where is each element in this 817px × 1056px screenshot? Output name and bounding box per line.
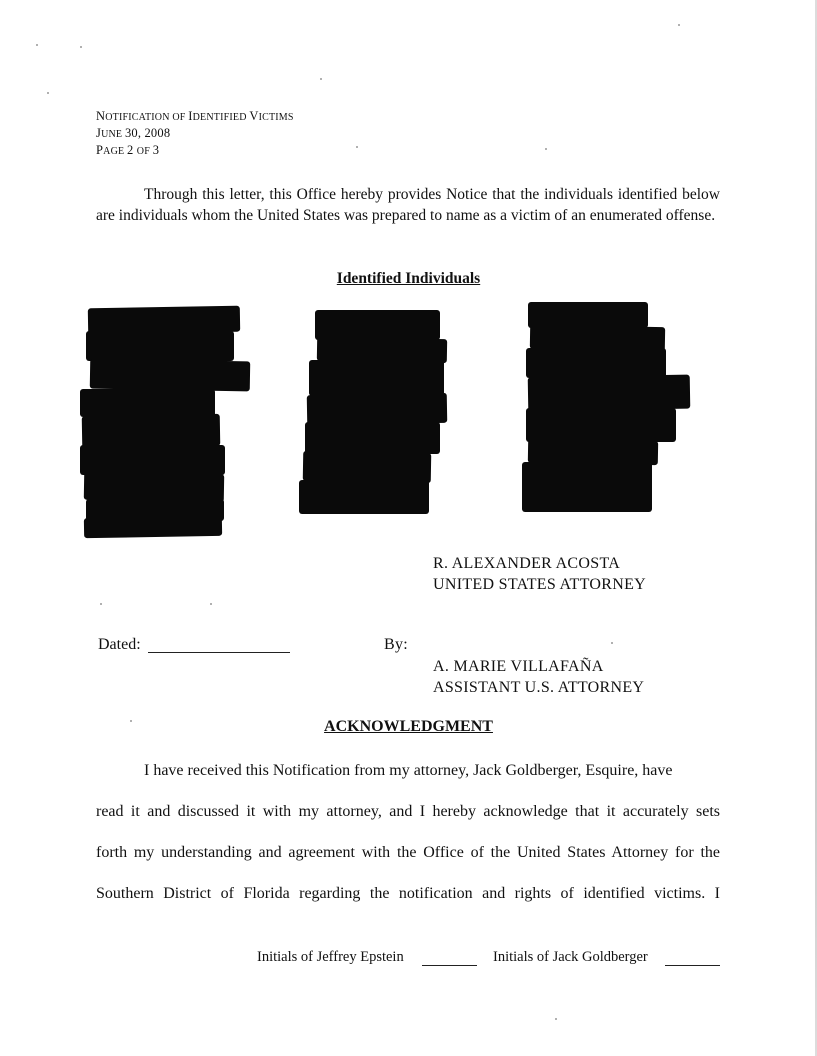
dated-blank-line[interactable]: [148, 652, 290, 653]
ack-line-2: read it and discussed it with my attorney, and I hereby acknowledge that it accurately sets: [96, 803, 720, 820]
scan-speck: [555, 1018, 557, 1020]
scan-speck: [36, 44, 38, 46]
scan-speck: [611, 642, 613, 644]
dated-label: Dated:: [98, 636, 141, 653]
scan-speck: [356, 146, 358, 148]
ack-line-3: forth my understanding and agreement with the Office of the United States Attorney for the: [96, 844, 720, 861]
signer-name: R. ALEXANDER ACOSTA: [433, 555, 621, 572]
initials-epstein-label: Initials of Jeffrey Epstein: [257, 949, 404, 965]
scan-speck: [678, 24, 680, 26]
header-date: JUNE 30, 2008: [96, 126, 171, 140]
initials-goldberger-blank[interactable]: [665, 965, 720, 966]
scan-speck: [545, 148, 547, 150]
redaction-block-middle: [295, 310, 455, 520]
scan-speck: [210, 603, 212, 605]
intro-paragraph: Through this letter, this Office hereby provides Notice that the individuals identified below are individuals whom the United States was prepared to name as a victim of an enumerated offense.: [96, 186, 720, 224]
ack-line-4: Southern District of Florida regarding the notification and rights of identified victims. I: [96, 885, 720, 902]
scan-speck: [100, 603, 102, 605]
header-title: NOTIFICATION OF IDENTIFIED VICTIMS: [96, 109, 294, 123]
by-label: By:: [384, 636, 409, 653]
initials-epstein-blank[interactable]: [422, 965, 477, 966]
initials-goldberger-label: Initials of Jack Goldberger: [493, 949, 648, 965]
scan-speck: [47, 92, 49, 94]
scan-speck: [80, 46, 82, 48]
signer-title: UNITED STATES ATTORNEY: [433, 576, 647, 593]
acknowledgment-heading: ACKNOWLEDGMENT: [324, 718, 493, 735]
assistant-title: ASSISTANT U.S. ATTORNEY: [433, 679, 645, 696]
header-page: PAGE 2 OF 3: [96, 143, 160, 157]
assistant-name: A. MARIE VILLAFAÑA: [433, 658, 604, 675]
scan-speck: [320, 78, 322, 80]
ack-line-1: I have received this Notification from my attorney, Jack Goldberger, Esquire, have: [144, 762, 673, 779]
redaction-block-right: [520, 300, 695, 520]
redaction-block-left: [80, 305, 255, 540]
scan-speck: [130, 720, 132, 722]
identified-individuals-heading: Identified Individuals: [336, 270, 481, 287]
